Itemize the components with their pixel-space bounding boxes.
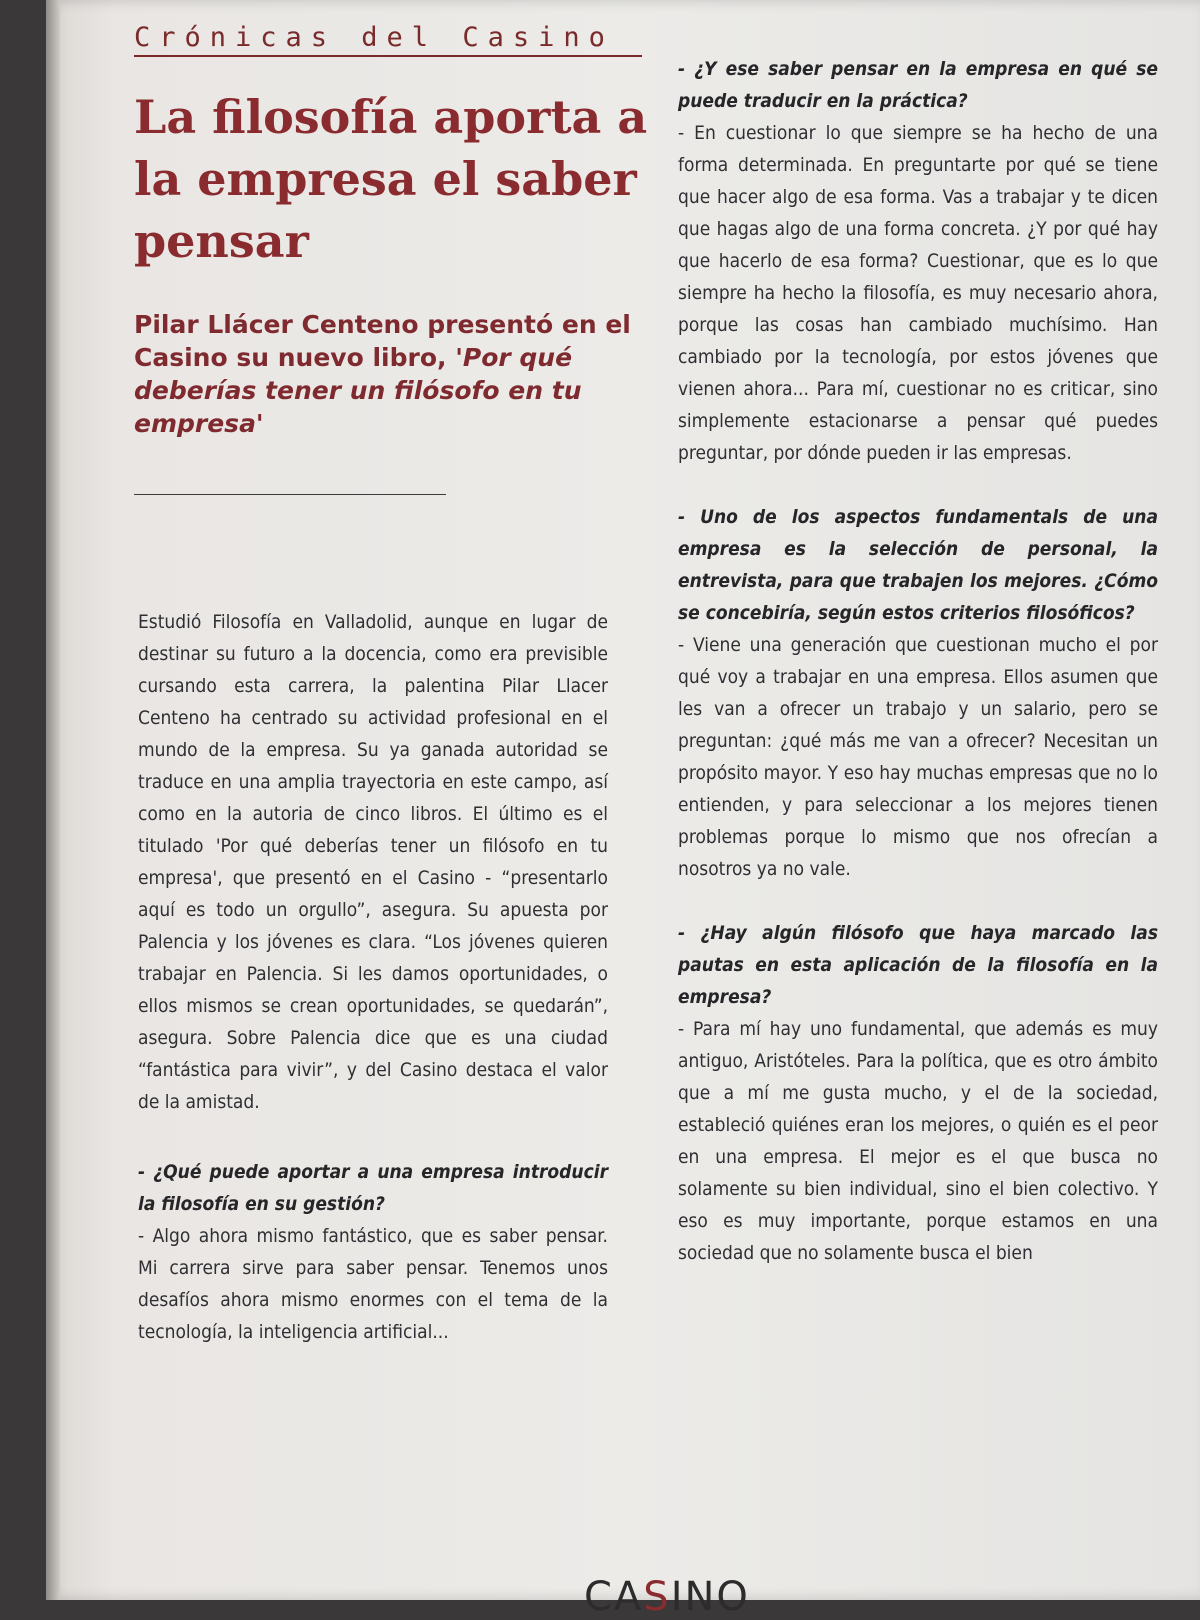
- logo-text-end: INO: [670, 1574, 750, 1620]
- answer-4: - Para mí hay uno fundamental, que además es muy antiguo, Aristóteles. Para la política, que es otro ámbito que a mí me gusta mucho, y el de la sociedad, estableció quiénes eran los mejores, o quién es el peor en una empresa. El mejor es el que busca no solamente su bien individual, sino el bien colectivo. Y eso es muy importante, porque estamos en una sociedad que no solamente busca el bien: [678, 1018, 1158, 1264]
- intro-paragraph: Estudió Filosofía en Valladolid, aunque en lugar de destinar su futuro a la docencia, como era previsible cursando esta carrera, la palentina Pilar Llacer Centeno ha centrado su actividad profesional en el mundo de la empresa. Su ya ganada autoridad se traduce en una amplia trayectoria en este campo, así como en la autoria de cinco libros. El último es el titulado 'Por qué deberías tener un filósofo en tu empresa', que presentó en el Casino - “presentarlo aquí es todo un orgullo”, asegura. Su apuesta por Palencia y los jóvenes es clara. “Los jóvenes quieren trabajar en Palencia. Si les damos oportunidades, o ellos mismos se crean oportunidades, se quedarán”, asegura. Sobre Palencia dice que es una ciudad “fantástica para vivir”, y del Casino destaca el valor de la amistad.: [138, 611, 608, 1113]
- article-subhead: [134, 308, 664, 440]
- answer-1: - Algo ahora mismo fantástico, que es saber pensar. Mi carrera sirve para saber pensar. Tenemos unos desafíos ahora mismo enormes con el tema de la tecnología, la inteligencia artificial...: [138, 1225, 608, 1343]
- divider-rule: [134, 494, 446, 495]
- question-4: - ¿Hay algún filósofo que haya marcado las pautas en esta aplicación de la filosofía en la empresa?: [678, 922, 1158, 1008]
- casino-logo: [584, 1574, 750, 1620]
- article-column-right: [678, 53, 1158, 1269]
- section-header: [134, 22, 642, 57]
- question-1: - ¿Qué puede aportar a una empresa introducir la filosofía en su gestión?: [138, 1161, 608, 1215]
- answer-3: - Viene una generación que cuestionan mucho el por qué voy a trabajar en una empresa. Ellos asumen que les van a ofrecer un trabajo y un salario, pero se preguntan: ¿qué más me van a ofrecer? Necesitan un propósito mayor. Y eso hay muchas empresas que no lo entienden, y para seleccionar a los mejores tienen problemas porque lo mismo que nos ofrecían a nosotros ya no vale.: [678, 634, 1158, 880]
- subhead-lead: Pilar Llácer Centeno presentó en el Casino su nuevo libro,: [134, 310, 631, 372]
- logo-text-start: CA: [584, 1574, 644, 1620]
- question-2: - ¿Y ese saber pensar en la empresa en qué se puede traducir en la práctica?: [678, 58, 1158, 112]
- magazine-page: [46, 0, 1200, 1620]
- article-headline: La filosofía aporta a la empresa el saber pensar: [134, 90, 648, 268]
- section-title: Crónicas del Casino: [134, 22, 614, 53]
- logo-text-accent: S: [643, 1574, 671, 1620]
- question-3: - Uno de los aspectos fundamentals de una empresa es la selección de personal, la entrevista, para que trabajen los mejores. ¿Cómo se concebiría, según estos criterios filosóficos?: [678, 506, 1158, 624]
- article-column-left: [138, 606, 608, 1348]
- answer-2: - En cuestionar lo que siempre se ha hecho de una forma determinada. En preguntarte por qué se tiene que hacer algo de esa forma. Vas a trabajar y te dicen que hagas algo de una forma concreta. ¿Y por qué hay que hacerlo de esa forma? Cuestionar, que es lo que siempre ha hecho la filosofía, es muy necesario ahora, porque las cosas han cambiado muchísimo. Han cambiado por la tecnología, por estos jóvenes que vienen ahora... Para mí, cuestionar no es criticar, sino simplemente estacionarse a pensar qué puedes preguntar, por dónde pueden ir las empresas.: [678, 122, 1158, 464]
- page-spine-shadow: [46, 0, 60, 1600]
- subhead-book-title: 'Por qué deberías tener un filósofo en tu empresa': [134, 343, 582, 438]
